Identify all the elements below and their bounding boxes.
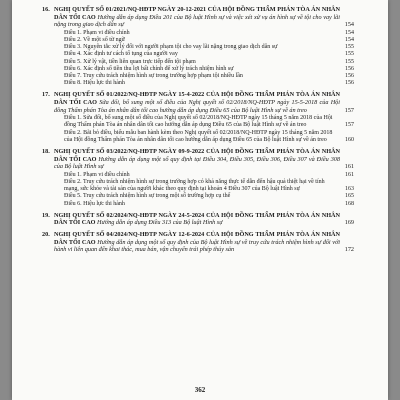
toc-entry-heading [42, 6, 354, 29]
toc-subentry-page-ref: 165 [345, 193, 354, 200]
toc-subentry-text: Điều 1. Phạm vi điều chỉnh [64, 171, 130, 178]
toc-entry-page-ref: 169 [344, 219, 354, 227]
toc-subentry-page-ref: 155 [345, 58, 354, 65]
toc-entry [42, 231, 354, 254]
toc-subentry-list [64, 115, 354, 144]
toc-subentry-page-ref: 154 [345, 36, 354, 43]
toc-entry-description: Hướng dẫn áp dụng một số quy định tại Điều 304, Điều 305, Điều 306, Điều 307 và Điều 308 của Bộ luật Hình sự [54, 155, 340, 171]
toc-entry [42, 6, 354, 87]
toc-entry-number: 16. [42, 6, 50, 13]
page-number: 362 [194, 386, 206, 394]
toc-subentry-page-ref: 168 [345, 200, 354, 207]
toc-entry-number: 18. [42, 148, 50, 155]
toc-entry-page-ref: 161 [344, 163, 354, 171]
toc-entry-heading [42, 231, 354, 254]
toc-subentry-text: Điều 2. Về một số từ ngữ [64, 36, 125, 43]
toc-subentry [64, 80, 354, 87]
toc-subentry-page-ref: 154 [345, 29, 354, 36]
toc-entry-description: Sửa đổi, bổ sung một số điều của Nghị quyết số 02/2018/NQ-HĐTP ngày 15-5-2018 của Hội đồng Thẩm phán Tòa án nhân dân tối cao hướng dẫn áp dụng Điều 65 của Bộ luật Hình sự về án treo [54, 99, 340, 114]
toc-subentry [64, 59, 354, 66]
toc-subentry-page-ref: 157 [345, 122, 354, 129]
toc-subentry-text: Điều 1. Sửa đổi, bổ sung một số điều của Nghị quyết số 02/2018/NQ-HĐTP ngày 15 tháng 5 năm 2018 của Hội đồng Thẩm phán Tòa án nhân dân tối cao hướng dẫn áp dụng Điều 65 của Bộ luật Hình sự về án treo [64, 115, 333, 129]
toc-entry-description: Hướng dẫn áp dụng Điều 313 của Bộ luật Hình sự [97, 219, 223, 227]
book-page [12, 0, 388, 400]
toc-subentry-page-ref: 155 [345, 44, 354, 51]
toc-subentry [64, 66, 354, 73]
toc-subentry-text: Điều 3. Nguyên tắc xử lý đối với người phạm tội cho vay lãi nặng trong giao dịch dân sự [64, 44, 278, 51]
toc-subentry-page-ref: 155 [345, 51, 354, 58]
toc-subentry [64, 172, 354, 179]
toc-entry [42, 91, 354, 144]
toc-subentry-list [64, 30, 354, 88]
toc-entry [42, 148, 354, 208]
toc-subentry [64, 193, 354, 200]
toc-entry-heading [42, 212, 354, 227]
toc-entry-title: NGHỊ QUYẾT SỐ 01/2022/NQ-HĐTP NGÀY 15-4-2022 CỦA HỘI ĐỒNG THẨM PHÁN TÒA ÁN NHÂN DÂN TỐI CAO [54, 91, 340, 106]
toc-subentry-page-ref: 161 [345, 171, 354, 178]
toc-entry-title: NGHỊ QUYẾT SỐ 01/2021/NQ-HĐTP NGÀY 20-12-2021 CỦA HỘI ĐỒNG THẨM PHÁN TÒA ÁN NHÂN DÂN TỐI CAO [54, 6, 340, 21]
toc-entry-number: 17. [42, 91, 50, 99]
toc-entry-page-ref: 172 [344, 246, 354, 254]
toc-subentry [64, 130, 354, 144]
toc-subentry-page-ref: 160 [345, 136, 354, 143]
toc-subentry [64, 30, 354, 37]
toc-subentry-text: Điều 5. Truy cứu trách nhiệm hình sự trong một số trường hợp cụ thể [64, 193, 231, 200]
toc-subentry-text: Điều 1. Phạm vi điều chỉnh [64, 29, 130, 36]
toc-subentry-text: Điều 6. Xác định số tiền thu lợi bất chính để xử lý trách nhiệm hình sự [64, 65, 234, 72]
toc-subentry-text: Điều 2. Truy cứu trách nhiệm hình sự trong trường hợp có khả năng thực tế dẫn đến hậu quả thiệt hại về tính mạng, sức khỏe và tài sản của người khác theo quy định tại khoản 4 Điều 307 của Bộ luật Hình sự [64, 178, 325, 193]
table-of-contents [42, 6, 354, 258]
toc-subentry-text: Điều 5. Xử lý vật, tiền liên quan trực tiếp đến tội phạm [64, 58, 196, 65]
toc-subentry-list [64, 172, 354, 208]
toc-subentry-text: Điều 2. Bãi bỏ điều, biểu mẫu ban hành kèm theo Nghị quyết số 02/2018/NQ-HĐTP ngày 15 tháng 5 năm 2018 của Hội đồng Thẩm phán Tòa án nhân dân tối cao hướng dẫn áp dụng Điều 65 của Bộ luật Hình sự về án treo [64, 129, 333, 143]
toc-subentry-text: Điều 4. Xác định tư cách tố tụng của người vay [64, 51, 178, 58]
toc-entry [42, 212, 354, 227]
toc-subentry [64, 51, 354, 58]
toc-subentry-page-ref: 156 [345, 65, 354, 72]
toc-subentry [64, 179, 354, 193]
toc-subentry [64, 115, 354, 129]
toc-subentry-text: Điều 8. Hiệu lực thi hành [64, 80, 125, 87]
toc-subentry-page-ref: 163 [345, 186, 354, 193]
toc-entry-page-ref: 154 [344, 21, 354, 29]
toc-entry-title: NGHỊ QUYẾT SỐ 04/2024/NQ-HĐTP NGÀY 12-6-2024 CỦA HỘI ĐỒNG THẨM PHÁN TÒA ÁN NHÂN DÂN TỐI CAO [54, 230, 340, 246]
toc-entry-description: Hướng dẫn áp dụng Điều 201 của Bộ luật Hình sự và việc xét xử vụ án hình sự về tội cho vay lãi nặng trong giao dịch dân sự [54, 13, 340, 29]
toc-entry-title: NGHỊ QUYẾT SỐ 02/2024/NQ-HĐTP NGÀY 24-5-2024 CỦA HỘI ĐỒNG THẨM PHÁN TÒA ÁN NHÂN DÂN TỐI CAO [54, 211, 340, 227]
toc-subentry-page-ref: 156 [345, 80, 354, 87]
toc-entry-description: Hướng dẫn áp dụng một số quy định của Bộ luật Hình sự về truy cứu trách nhiệm hình sự đối với hành vi liên quan đến khai thác, mua bán, vận chuyển trái phép thủy sản [54, 238, 340, 254]
toc-subentry [64, 201, 354, 208]
toc-subentry-page-ref: 156 [345, 73, 354, 79]
toc-entry-title: NGHỊ QUYẾT SỐ 03/2022/NQ-HĐTP NGÀY 09-9-2022 CỦA HỘI ĐỒNG THẨM PHÁN TÒA ÁN NHÂN DÂN TỐI CAO [54, 148, 340, 163]
toc-entry-page-ref: 157 [344, 106, 354, 114]
toc-entry-heading [42, 148, 354, 171]
toc-entry-heading [42, 91, 354, 114]
toc-entry-number: 19. [42, 211, 50, 219]
toc-subentry-text: Điều 7. Truy cứu trách nhiệm hình sự trong trường hợp phạm tội nhiều lần [64, 73, 243, 79]
toc-entry-number: 20. [42, 230, 50, 238]
toc-subentry-text: Điều 6. Hiệu lực thi hành [64, 200, 125, 207]
